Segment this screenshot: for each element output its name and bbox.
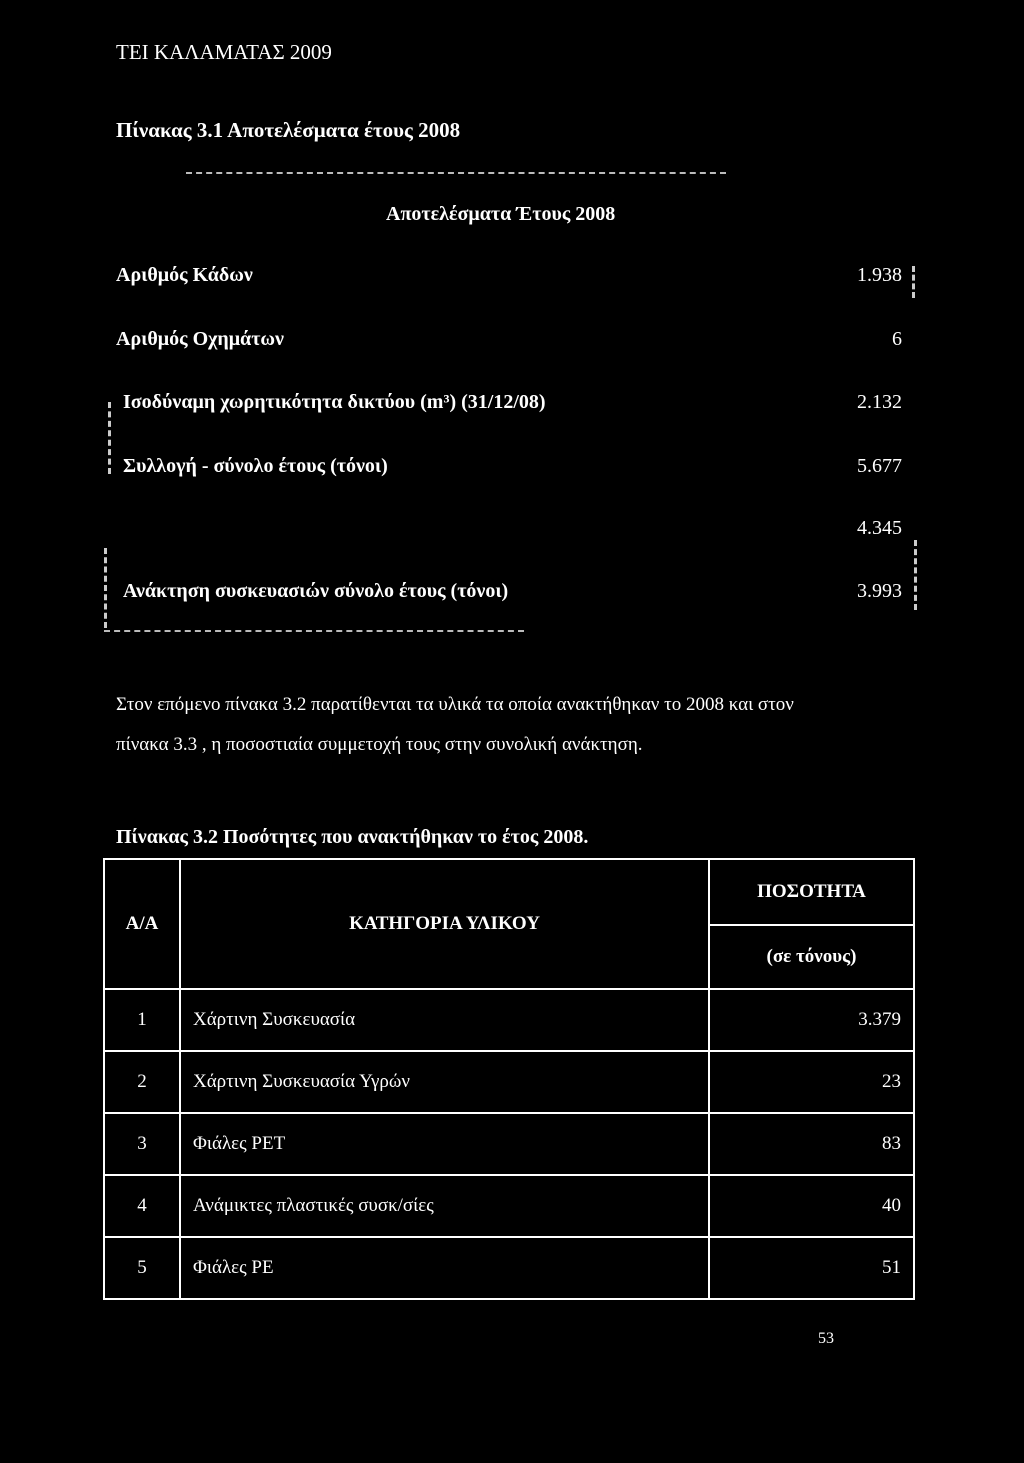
row-value-bins: 1.938 — [857, 264, 902, 286]
header-quantity-unit: (σε τόνους) — [709, 925, 914, 989]
row-quantity: 3.379 — [709, 989, 914, 1051]
row-label-vehicles: Αριθμός Οχημάτων — [116, 328, 284, 350]
right-border-lower — [914, 540, 917, 610]
divider-bottom — [104, 630, 524, 632]
row-quantity: 83 — [709, 1113, 914, 1175]
row-number: 5 — [104, 1237, 180, 1299]
table-header-row — [104, 859, 914, 925]
row-value-collection: 5.677 — [857, 455, 902, 477]
row-number: 2 — [104, 1051, 180, 1113]
row-number: 3 — [104, 1113, 180, 1175]
row-quantity: 40 — [709, 1175, 914, 1237]
paragraph-line-1: Στον επόμενο πίνακα 3.2 παρατίθενται τα υλικά τα οποία ανακτήθηκαν το 2008 και στον — [116, 694, 794, 715]
row-material: Ανάμικτες πλαστικές συσκ/σίες — [180, 1175, 709, 1237]
row-label-collection: Συλλογή - σύνολο έτους (τόνοι) — [123, 455, 388, 477]
header-category: ΚΑΤΗΓΟΡΙΑ ΥΛΙΚΟΥ — [180, 859, 709, 989]
row-value-capacity: 2.132 — [857, 391, 902, 413]
table-3-1-title: Πίνακας 3.1 Αποτελέσματα έτους 2008 — [116, 118, 461, 142]
row-material: Φιάλες PE — [180, 1237, 709, 1299]
row-label-recovery: Ανάκτηση συσκευασιών σύνολο έτους (τόνοι) — [123, 580, 509, 602]
quantities-table — [103, 858, 915, 1300]
header-aa: Α/Α — [104, 859, 180, 989]
row-label-capacity: Ισοδύναμη χωρητικότητα δικτύου (m³) (31/12/08) — [123, 391, 546, 413]
row-label-bins: Αριθμός Κάδων — [116, 264, 253, 286]
row-number: 1 — [104, 989, 180, 1051]
row-material: Χάρτινη Συσκευασία Υγρών — [180, 1051, 709, 1113]
row-number: 4 — [104, 1175, 180, 1237]
row-quantity: 51 — [709, 1237, 914, 1299]
left-border-lower — [104, 548, 107, 628]
row-quantity: 23 — [709, 1051, 914, 1113]
table-row — [104, 1113, 914, 1175]
divider-top — [186, 172, 726, 174]
row-value-recovery: 3.993 — [857, 580, 902, 602]
row-material: Φιάλες PET — [180, 1113, 709, 1175]
paragraph-line-2: πίνακα 3.3 , η ποσοστιαία συμμετοχή τους στην συνολική ανάκτηση. — [116, 734, 643, 755]
right-border-upper — [912, 266, 915, 298]
row-material: Χάρτινη Συσκευασία — [180, 989, 709, 1051]
left-border-upper — [108, 402, 111, 474]
table-row — [104, 1051, 914, 1113]
page-number: 53 — [818, 1330, 834, 1347]
results-column-header: Αποτελέσματα Έτους 2008 — [386, 203, 616, 225]
table-3-2-title: Πίνακας 3.2 Ποσότητες που ανακτήθηκαν το έτος 2008. — [116, 826, 589, 848]
row-value-vehicles: 6 — [892, 328, 902, 350]
row-value-extra: 4.345 — [857, 517, 902, 539]
table-row — [104, 989, 914, 1051]
header-quantity: ΠΟΣΟΤΗΤΑ — [709, 859, 914, 925]
table-row — [104, 1237, 914, 1299]
table-row — [104, 1175, 914, 1237]
page-header: ΤΕΙ ΚΑΛΑΜΑΤΑΣ 2009 — [116, 40, 332, 64]
